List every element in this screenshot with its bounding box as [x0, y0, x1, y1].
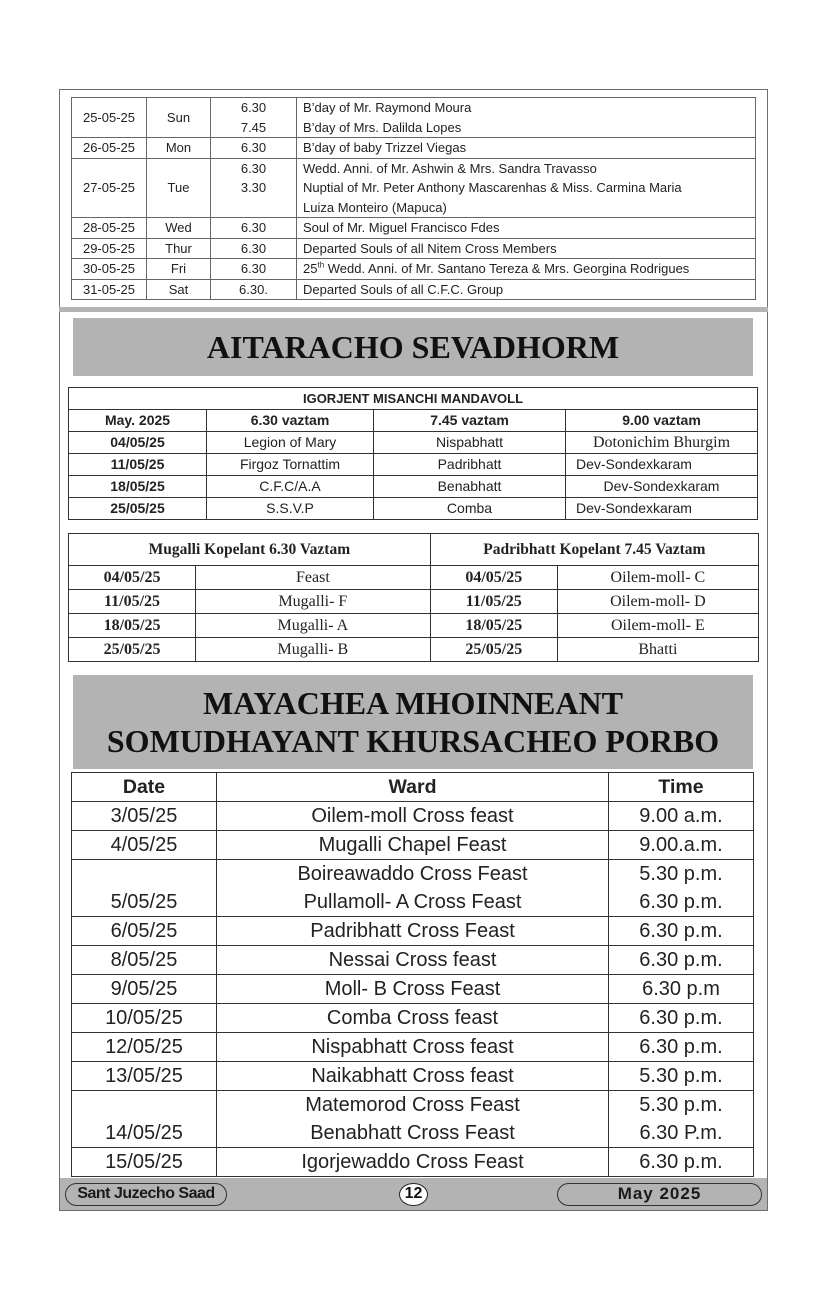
date-cell: 6/05/25 [72, 917, 217, 946]
table-row [69, 566, 759, 590]
group-cell: S.S.V.P [207, 498, 374, 520]
day-cell: Sun [147, 98, 211, 138]
ward-cell: Mugalli- F [196, 590, 431, 614]
mugalli-kopelant-title: Mugalli Kopelant 6.30 Vaztam [69, 534, 431, 566]
table-row [72, 259, 756, 280]
date-cell: 27-05-25 [72, 158, 147, 218]
ward-cell: Nispabhatt Cross feast [217, 1033, 609, 1062]
table-row [72, 1033, 754, 1062]
table-row [72, 1004, 754, 1033]
ward-cell [217, 1091, 609, 1148]
ward-cell: Naikabhatt Cross feast [217, 1062, 609, 1091]
time-cell: 6.30. [211, 279, 297, 300]
time-cell: 6.30 [211, 218, 297, 239]
table-header-row [69, 410, 758, 432]
ward-cell: Mugalli Chapel Feast [217, 831, 609, 860]
publication-name: Sant Juzecho Saad [65, 1183, 227, 1206]
day-cell: Fri [147, 259, 211, 280]
table-row [69, 614, 759, 638]
time-value: 6.30 [240, 160, 267, 176]
description-text: Wedd. Anni. of Mr. Santano Tereza & Mrs. Georgina Rodrigues [324, 261, 690, 276]
table-row [72, 98, 756, 138]
date-cell: 04/05/25 [430, 566, 557, 590]
time-cell: 6.30 p.m [609, 975, 754, 1004]
ward-text: Pullamoll- A Cross Feast [303, 891, 522, 913]
time-text: 5.30 p.m. [639, 863, 723, 885]
table-row [69, 476, 758, 498]
time-cell [211, 98, 297, 138]
table-row [69, 498, 758, 520]
time-cell [211, 158, 297, 218]
mass-intentions-table [71, 97, 756, 300]
time-cell: 6.30 p.m. [609, 1033, 754, 1062]
table-row [72, 946, 754, 975]
time-cell: 6.30 p.m. [609, 1148, 754, 1177]
time-value [217, 198, 290, 218]
ward-cell: Bhatti [557, 638, 758, 662]
group-cell: Dev-Sondexkaram [566, 498, 758, 520]
time-cell: 6.30 [211, 259, 297, 280]
date-cell: 11/05/25 [69, 454, 207, 476]
section-title-line: SOMUDHAYANT KHURSACHEO PORBO [106, 723, 720, 759]
table-header-row [72, 773, 754, 802]
description-cell: Departed Souls of all C.F.C. Group [297, 279, 756, 300]
description-cell: B’day of baby Trizzel Viegas [297, 138, 756, 159]
description-cell [297, 259, 756, 280]
column-header: 7.45 vaztam [374, 410, 566, 432]
date-cell: 26-05-25 [72, 138, 147, 159]
section-title-aitaracho: AITARACHO SEVADHORM [73, 318, 753, 376]
description-cell [297, 98, 756, 138]
description-cell [297, 158, 756, 218]
ward-text: Benabhatt Cross Feast [310, 1122, 515, 1144]
table-row [72, 1091, 754, 1148]
time-cell: 6.30 [211, 138, 297, 159]
day-cell: Sat [147, 279, 211, 300]
date-cell: 28-05-25 [72, 218, 147, 239]
group-cell: Dotonichim Bhurgim [566, 432, 758, 454]
table-row [69, 638, 759, 662]
time-cell: 9.00 a.m. [609, 802, 754, 831]
date-cell: 18/05/25 [69, 614, 196, 638]
time-cell: 5.30 p.m. [609, 1062, 754, 1091]
ward-cell: Oilem-moll Cross feast [217, 802, 609, 831]
table-row [72, 802, 754, 831]
day-cell: Wed [147, 218, 211, 239]
table-row [72, 218, 756, 239]
table-row [72, 860, 754, 917]
time-cell: 6.30 p.m. [609, 946, 754, 975]
time-text: 6.30 p.m. [639, 891, 723, 913]
issue-date: May 2025 [557, 1183, 762, 1206]
time-value: 6.30 [240, 100, 267, 115]
table-row [72, 917, 754, 946]
table-row [72, 238, 756, 259]
table-row [72, 975, 754, 1004]
ordinal-number: 25 [303, 261, 318, 276]
table-row [72, 831, 754, 860]
ordinal-suffix: th [317, 260, 325, 270]
table-row [72, 1062, 754, 1091]
date-cell: 5/05/25 [72, 860, 217, 917]
table-row [72, 158, 756, 218]
date-cell: 10/05/25 [72, 1004, 217, 1033]
kopelant-table [68, 533, 759, 662]
date-cell: 25/05/25 [69, 498, 207, 520]
date-cell: 18/05/25 [430, 614, 557, 638]
time-text: 5.30 p.m. [639, 1094, 723, 1116]
time-text: 6.30 P.m. [639, 1122, 723, 1144]
description-text: Nuptial of Mr. Peter Anthony Mascarenhas & Miss. Carmina Maria [303, 180, 682, 195]
date-cell: 25/05/25 [430, 638, 557, 662]
group-cell: C.F.C/A.A [207, 476, 374, 498]
group-cell: Comba [374, 498, 566, 520]
ward-cell: Mugalli- B [196, 638, 431, 662]
group-cell: Dev-Sondexkaram [566, 454, 758, 476]
date-cell: 9/05/25 [72, 975, 217, 1004]
ward-cell: Comba Cross feast [217, 1004, 609, 1033]
date-cell: 31-05-25 [72, 279, 147, 300]
date-cell: 8/05/25 [72, 946, 217, 975]
description-text: B’day of Mr. Raymond Moura [303, 100, 472, 115]
date-cell: 13/05/25 [72, 1062, 217, 1091]
mandavoll-table [68, 387, 758, 520]
group-cell: Legion of Mary [207, 432, 374, 454]
time-value: 3.30 [240, 180, 267, 195]
table-row [69, 454, 758, 476]
cross-feasts-table [71, 772, 754, 1177]
date-cell: 12/05/25 [72, 1033, 217, 1062]
date-cell: 04/05/25 [69, 432, 207, 454]
date-cell: 30-05-25 [72, 259, 147, 280]
table-title-row [69, 388, 758, 410]
date-cell: 18/05/25 [69, 476, 207, 498]
time-cell: 6.30 [211, 238, 297, 259]
ward-cell: Oilem-moll- D [557, 590, 758, 614]
day-cell: Tue [147, 158, 211, 218]
ward-text: Boireawaddo Cross Feast [297, 863, 528, 885]
date-cell: 11/05/25 [430, 590, 557, 614]
date-cell: 4/05/25 [72, 831, 217, 860]
date-cell: 15/05/25 [72, 1148, 217, 1177]
page-number: 12 [399, 1183, 428, 1206]
description-text: B’day of Mrs. Dalilda Lopes [303, 119, 462, 135]
section-divider [59, 307, 768, 312]
date-cell: 11/05/25 [69, 590, 196, 614]
group-cell: Padribhatt [374, 454, 566, 476]
column-header: Ward [217, 773, 609, 802]
ward-text: Matemorod Cross Feast [305, 1094, 520, 1116]
date-cell: 25-05-25 [72, 98, 147, 138]
table-row [69, 590, 759, 614]
time-cell: 9.00.a.m. [609, 831, 754, 860]
time-cell: 6.30 p.m. [609, 917, 754, 946]
ward-cell: Mugalli- A [196, 614, 431, 638]
time-cell [609, 860, 754, 917]
table-header-row [69, 534, 759, 566]
page-footer [59, 1178, 768, 1211]
table-row [72, 1148, 754, 1177]
ward-cell: Padribhatt Cross Feast [217, 917, 609, 946]
ward-cell: Igorjewaddo Cross Feast [217, 1148, 609, 1177]
ward-cell: Moll- B Cross Feast [217, 975, 609, 1004]
date-cell: 14/05/25 [72, 1091, 217, 1148]
table-row [72, 279, 756, 300]
column-header: Date [72, 773, 217, 802]
time-value: 7.45 [240, 119, 267, 135]
description-text: Luiza Monteiro (Mapuca) [303, 199, 447, 215]
ward-cell [217, 860, 609, 917]
ward-cell: Nessai Cross feast [217, 946, 609, 975]
time-cell: 6.30 p.m. [609, 1004, 754, 1033]
group-cell: Firgoz Tornattim [207, 454, 374, 476]
column-header: 6.30 vaztam [207, 410, 374, 432]
description-cell: Soul of Mr. Miguel Francisco Fdes [297, 218, 756, 239]
day-cell: Thur [147, 238, 211, 259]
column-header: Time [609, 773, 754, 802]
group-cell: Benabhatt [374, 476, 566, 498]
date-cell: 29-05-25 [72, 238, 147, 259]
date-cell: 04/05/25 [69, 566, 196, 590]
group-cell: Dev-Sondexkaram [566, 476, 758, 498]
group-cell: Nispabhatt [374, 432, 566, 454]
date-cell: 25/05/25 [69, 638, 196, 662]
description-cell: Departed Souls of all Nitem Cross Members [297, 238, 756, 259]
ward-cell: Oilem-moll- C [557, 566, 758, 590]
table-row [69, 432, 758, 454]
column-header: May. 2025 [69, 410, 207, 432]
column-header: 9.00 vaztam [566, 410, 758, 432]
ward-cell: Oilem-moll- E [557, 614, 758, 638]
section-title-line: MAYACHEA MHOINNEANT [203, 685, 623, 721]
padribhatt-kopelant-title: Padribhatt Kopelant 7.45 Vaztam [430, 534, 758, 566]
ward-cell: Feast [196, 566, 431, 590]
time-cell [609, 1091, 754, 1148]
table-row [72, 138, 756, 159]
day-cell: Mon [147, 138, 211, 159]
description-text: Wedd. Anni. of Mr. Ashwin & Mrs. Sandra Travasso [303, 160, 597, 176]
date-cell: 3/05/25 [72, 802, 217, 831]
table-title: IGORJENT MISANCHI MANDAVOLL [69, 388, 758, 410]
section-title-mayachea [73, 675, 753, 769]
